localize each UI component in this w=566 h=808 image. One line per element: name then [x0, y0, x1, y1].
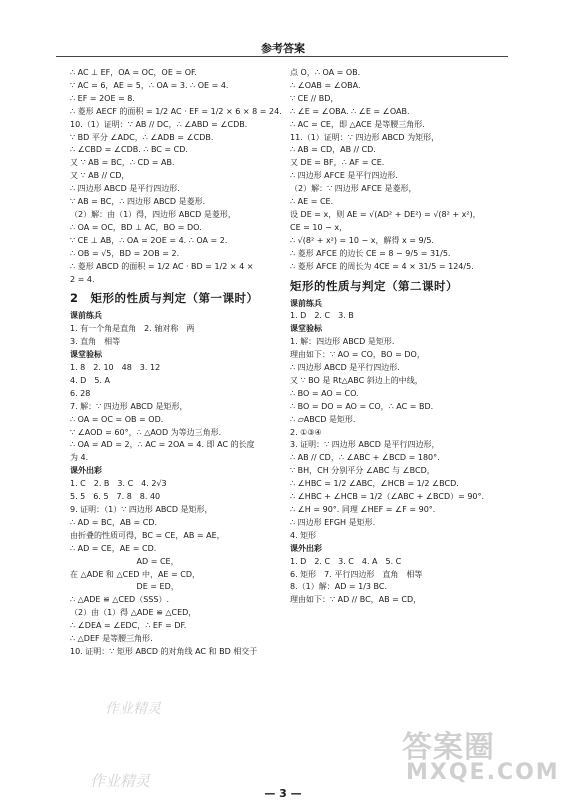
answer-line: 理由如下：∵ AD // BC，AB = CD，	[290, 595, 422, 605]
answer-line: ∴ AD = BC，AB = CD.	[70, 517, 158, 527]
answer-line: ∴ OA = OC = OB = OD.	[70, 414, 164, 424]
answer-line: ∵ BD 平分 ∠ADC，∴ ∠ADB = ∠CDB.	[70, 132, 214, 142]
answer-line: ∴ 四边形 ABCD 是平行四边形.	[290, 363, 400, 373]
subsection-title: 课外出彩	[290, 543, 322, 553]
section-title: 2 矩形的性质与判定（第一课时）	[70, 291, 259, 306]
answer-line: ∴ ∠H = 90°. 同理 ∠HEF = ∠F = 90°.	[290, 505, 436, 514]
answer-line: ∴ 四边形 ABCD 是平行四边形.	[70, 184, 180, 194]
answer-line: ∴ OA = OC，BD ⊥ AC，BO = DO.	[70, 222, 202, 232]
watermark: 作业精灵	[105, 701, 161, 717]
answer-line: ∴ 四边形 EFGH 是矩形.	[290, 517, 376, 527]
answer-line: ∴ 菱形 ABCD 的面积 = 1/2 AC · BD = 1/2 × 4 ×	[70, 261, 254, 271]
answer-line: ∴ AB // CD，∴ ∠ABC + ∠BCD = 180°.	[290, 453, 440, 463]
answer-line: ∴ △ADE ≌ △CED（SSS）.	[70, 595, 169, 605]
answer-line: 理由如下：∵ AO = CO，BO = DO，	[290, 350, 425, 360]
answer-line: 3. 直角 相等	[70, 337, 121, 347]
answer-line: 4. 矩形	[290, 530, 317, 540]
page-number: — 3 —	[264, 787, 302, 800]
watermark: 作业精灵	[90, 772, 151, 790]
answer-line: 又 DE = BF，∴ AF = CE.	[290, 158, 385, 168]
answer-line: ∵ AC = 6，AE = 5，∴ OA = 3. ∴ OE = 4.	[70, 80, 229, 90]
answer-line: 10. 证明：∵ 矩形 ABCD 的对角线 AC 和 BD 相交于	[70, 646, 258, 656]
answer-line: 10.（1）证明：∵ AB // DC，∴ ∠ABD = ∠CDB.	[70, 119, 248, 129]
answer-line: 又 ∵ BO 是 Rt△ABC 斜边上的中线，	[290, 375, 423, 385]
answer-line: ∴ ∠E = ∠OBA. ∴ ∠E = ∠OAB.	[290, 106, 410, 116]
answer-line: ∵ CE ⊥ AB，∴ OA = 2OE = 4. ∴ OA = 2.	[70, 235, 228, 245]
answer-line: ∴ BO = AO = CO.	[290, 388, 359, 398]
answer-line: ∴ AC ⊥ EF，OA = OC，OE = OF.	[70, 68, 197, 77]
answer-line: 6. 矩形 7. 平行四边形 直角 相等	[290, 569, 423, 579]
answer-line: ∴ 菱形 AFCE 的边长 CE = 8 − 9/5 = 31/5.	[290, 248, 451, 258]
section-title: 矩形的性质与判定（第二课时）	[290, 278, 458, 293]
subsection-title: 课前练兵	[70, 311, 102, 321]
subsection-title: 课前练兵	[290, 298, 322, 308]
answer-line: 1. 有一个角是直角 2. 轴对称 两	[70, 324, 195, 334]
answer-line: AD = CE，	[70, 556, 179, 566]
answer-line: 3. 证明：∵ 四边形 ABCD 是平行四边形，	[290, 440, 440, 450]
answer-line: 1. C 2. B 3. C 4. 2√3	[70, 479, 167, 489]
answer-line: ∵ CE // BD，	[290, 93, 339, 103]
subsection-title: 课堂验标	[70, 350, 102, 360]
answer-line: ∴ BO = DO = AO = CO，∴ AC = BD.	[290, 401, 434, 411]
answer-line: 设 DE = x，则 AE = √(AD² + DE²) = √(8² + x²)，	[290, 209, 481, 219]
answer-line: 由折叠的性质可得，BC = CE，AB = AE，	[70, 530, 225, 540]
answer-line: 9. 证明：（1）∵ 四边形 ABCD 是矩形，	[70, 505, 213, 514]
answer-line: 6. 28	[70, 388, 91, 398]
answer-line: 2. ①③④	[290, 427, 322, 437]
answer-line: ∴ √(8² + x²) = 10 − x，解得 x = 9/5.	[290, 235, 434, 245]
page-header: 参考答案	[261, 42, 305, 55]
answer-line: ∵ ∠AOD = 60°，∴ △AOD 为等边三角形.	[70, 427, 222, 437]
answer-line: ∴ AB = CD，AB // CD.	[290, 145, 376, 155]
answer-line: ∵ AB = BC，∴ 四边形 ABCD 是菱形.	[70, 197, 206, 207]
answer-line: 7. 解：∵ 四边形 ABCD 是矩形，	[70, 401, 188, 411]
answer-line: 点 O，∴ OA = OB.	[290, 68, 361, 77]
answer-line: ∵ BH，CH 分别平分 ∠ABC 与 ∠BCD，	[290, 466, 435, 476]
subsection-title: 课外出彩	[70, 466, 102, 476]
answer-line: ∴ OB = √5，BD = 2OB = 2.	[70, 248, 180, 258]
answer-line: 1. 8 2. 10 48 3. 12	[70, 363, 161, 373]
answer-line: 1. D 2. C 3. C 4. A 5. C	[290, 556, 402, 566]
answer-line: （2）解：由（1）得，四边形 ABCD 是菱形，	[70, 209, 236, 219]
answer-line: ∴ 菱形 AFCE 的周长为 4CE = 4 × 31/5 = 124/5.	[290, 261, 474, 271]
answer-line: 在 △ADE 和 △CED 中，AE = CD，	[70, 569, 201, 579]
answer-line: ∴ OA = AD = 2，∴ AC = 2OA = 4. 即 AC 的长度	[70, 440, 255, 450]
answer-line: 又 ∵ AB // CD，	[70, 171, 130, 181]
answer-line: ∴ AD = CE，AE = CD.	[70, 543, 157, 553]
answer-line: DE = ED，	[70, 582, 179, 592]
left-column	[70, 67, 285, 659]
answer-line: 8.（1）解：AD = 1/3 BC.	[290, 582, 388, 592]
answer-line: 2 = 4.	[70, 274, 95, 284]
answer-line: 11.（1）证明：∵ 四边形 ABCD 为矩形，	[290, 132, 440, 142]
answer-line: ∴ AC = CE，即 △ACE 是等腰三角形.	[290, 119, 425, 129]
answer-line: 5. 5 6. 5 7. 8 8. 40	[70, 492, 161, 502]
logo-text: 答案圈	[402, 730, 495, 765]
answer-line: ∴ 菱形 AECF 的面积 = 1/2 AC · EF = 1/2 × 6 × 8 = 24.	[70, 106, 282, 116]
answer-line: ∴ ∠DEA = ∠EDC，∴ EF = DF.	[70, 621, 187, 631]
site-logo	[402, 722, 560, 788]
answer-line: CE = 10 − x，	[290, 222, 348, 232]
answer-line: 4. D 5. A	[70, 375, 110, 385]
answer-line: 1. 解：四边形 ABCD 是矩形.	[290, 337, 395, 347]
answer-line: ∴ ∠OAB = ∠OBA.	[290, 80, 361, 90]
answer-line: ∴ ∠HBC = 1/2 ∠ABC，∠HCB = 1/2 ∠BCD.	[290, 479, 459, 489]
answer-line: ∴ AE = CE.	[290, 197, 334, 207]
answer-line: ∴ 四边形 AFCE 是平行四边形.	[290, 171, 398, 181]
answer-line: （2）由（1）得 △ADE ≌ △CED，	[70, 608, 197, 618]
header-rule	[56, 56, 508, 57]
subsection-title: 课堂验标	[290, 324, 322, 334]
right-column	[290, 67, 508, 607]
answer-line: 又 ∵ AB = BC，∴ CD = AB.	[70, 158, 175, 168]
logo-url: MXQE.COM	[406, 760, 560, 785]
answer-line: ∴ △DEF 是等腰三角形.	[70, 634, 153, 644]
answer-line: 为 4.	[70, 453, 89, 463]
answer-line: 1. D 2. C 3. B	[290, 311, 354, 321]
answer-line: （2）解：∵ 四边形 AFCE 是菱形，	[290, 184, 417, 194]
answer-line: ∴ ∠HBC + ∠HCB = 1/2（∠ABC + ∠BCD）= 90°.	[290, 492, 485, 502]
answer-line: ∴ ▱ABCD 是矩形.	[290, 414, 356, 424]
answer-line: ∴ EF = 2OE = 8.	[70, 93, 135, 103]
answer-line: ∴ ∠CBD = ∠CDB. ∴ BC = CD.	[70, 145, 188, 155]
